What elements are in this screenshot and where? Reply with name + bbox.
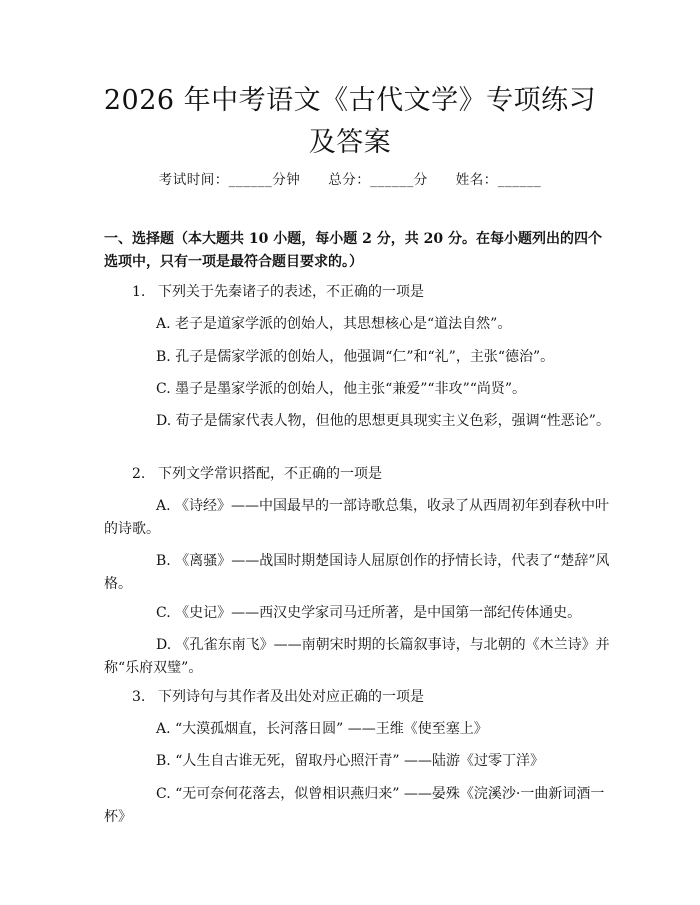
question-text: 下列关于先秦诸子的表述，不正确的一项是 bbox=[158, 284, 424, 300]
question-number: 2. bbox=[132, 466, 146, 482]
option-item: B. “人生自古谁无死，留取丹心照汗青” ——陆游《过零丁洋》 bbox=[156, 753, 544, 769]
option-item: D. 荀子是儒家代表人物，但他的思想更具现实主义色彩，强调“性恶论”。 bbox=[156, 413, 610, 429]
option-item: C. 墨子是墨家学派的创始人，他主张“兼爱”“非攻”“尚贤”。 bbox=[156, 381, 527, 397]
option-item: A. 老子是道家学派的创始人，其思想核心是“道法自然”。 bbox=[156, 316, 512, 332]
section-heading: 一、选择题（本大题共 10 小题，每小题 2 分，共 20 分。在每小题列出的四个选项中，只有一项是最符合题目要求的。） bbox=[104, 231, 602, 270]
question-number: 3. bbox=[132, 689, 146, 705]
question-number: 1. bbox=[132, 284, 146, 300]
document-title: 2026 年中考语文《古代文学》专项练习及答案 bbox=[103, 85, 597, 158]
student-name-field: 姓名：______ bbox=[455, 172, 542, 188]
option-item: B. 孔子是儒家学派的创始人，他强调“仁”和“礼”，主张“德治”。 bbox=[156, 349, 555, 365]
option-item: B. 《离骚》——战国时期楚国诗人屈原创作的抒情长诗，代表了“楚辞”风格。 bbox=[104, 553, 610, 592]
question-stem bbox=[132, 281, 424, 304]
option-item: A. 《诗经》——中国最早的一部诗歌总集，收录了从西周初年到春秋中叶的诗歌。 bbox=[104, 498, 610, 537]
option-item: A. “大漠孤烟直，长河落日圆” ——王维《使至塞上》 bbox=[156, 721, 488, 737]
question-stem bbox=[132, 463, 382, 486]
exam-time-field: 考试时间：______分钟 bbox=[158, 172, 301, 188]
option-item: C. “无可奈何花落去，似曾相识燕归来” ——晏殊《浣溪沙·一曲新词酒一杯》 bbox=[104, 786, 605, 825]
option-item: C. 《史记》——西汉史学家司马迁所著，是中国第一部纪传体通史。 bbox=[156, 605, 582, 621]
option-item: D. 《孔雀东南飞》——南朝宋时期的长篇叙事诗，与北朝的《木兰诗》并称“乐府双璧”。 bbox=[104, 637, 610, 676]
total-score-field: 总分：______分 bbox=[328, 172, 428, 188]
question-text: 下列诗句与其作者及出处对应正确的一项是 bbox=[158, 689, 424, 705]
question-text: 下列文学常识搭配，不正确的一项是 bbox=[158, 466, 382, 482]
question-stem bbox=[132, 686, 424, 709]
exam-info-line bbox=[0, 168, 700, 188]
